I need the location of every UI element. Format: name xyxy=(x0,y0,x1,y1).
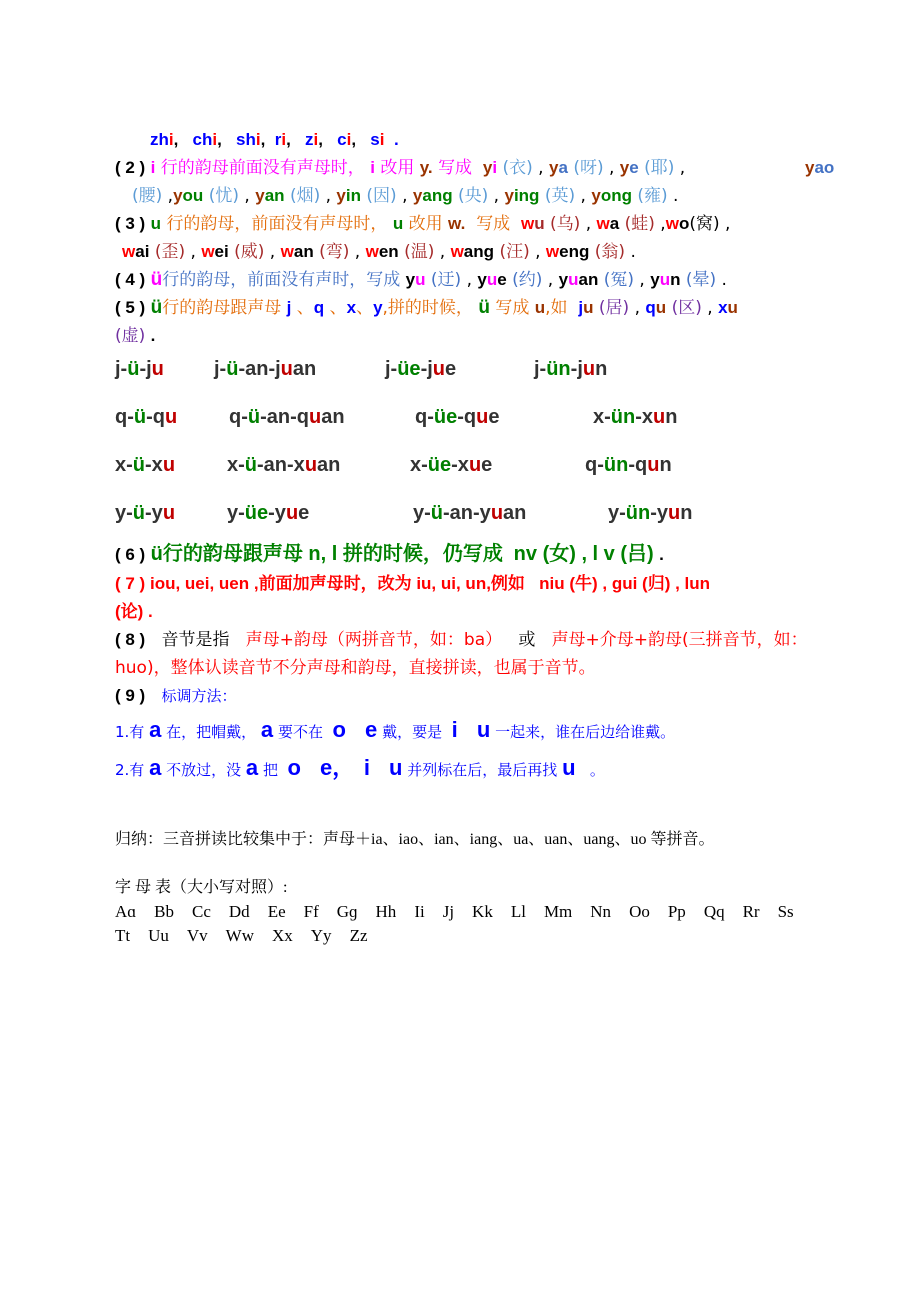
alphabet-title: 字 母 表（大小写对照）: xyxy=(115,879,288,896)
paragraph-7-line2: (论) . xyxy=(115,602,153,621)
alphabet-pair: Vv xyxy=(186,926,208,945)
alphabet-pair: Yy xyxy=(310,926,332,945)
alphabet-pair: Ff xyxy=(303,902,319,921)
alphabet-pair: Jj xyxy=(442,902,455,921)
alphabet-pair: Ee xyxy=(267,902,286,921)
paragraph-2-line2: (腰) ,you (忧) , yan (烟) , yin (因) , yang (央) , ying (英) , yong (雍) . xyxy=(132,186,679,206)
alphabet-pair: Uu xyxy=(148,926,169,945)
alphabet-pair: Ll xyxy=(510,902,526,921)
alphabet-pair: Mm xyxy=(543,902,573,921)
alphabet-pair: Aɑ xyxy=(115,902,137,921)
alphabet-pair: Xx xyxy=(272,926,293,945)
alphabet-pair: Gɡ xyxy=(336,902,358,921)
alphabet-pair: Ww xyxy=(225,926,254,945)
paragraph-6: ( 6 ) ü行的韵母跟声母 n, l 拼的时候，仍写成 nv (女) , l v (吕) . xyxy=(115,543,664,565)
paragraph-2-line1: ( 2 ) i 行的韵母前面没有声母时， i 改用 y. 写成 yi (衣) , ya (呀) , ye (耶) , xyxy=(115,158,686,178)
alphabet-pair: Zz xyxy=(349,926,368,945)
alphabet-pair: Hh xyxy=(375,902,397,921)
alphabet-pair: Qq xyxy=(703,902,725,921)
whole-syllables-line: zhi, chi, shi, ri, zi, ci, si . xyxy=(150,130,399,149)
paragraph-8-line2: huo)，整体认读音节不分声母和韵母，直接拼读，也属于音节。 xyxy=(115,658,596,678)
alphabet-pair: Tt xyxy=(115,926,131,945)
paragraph-3-line1: ( 3 ) u 行的韵母，前面没有声母时， u 改用 w. 写成 wu (乌) , wa (蛙) ,wo(窝) , xyxy=(115,214,731,234)
paragraph-8-line1: ( 8 ) 音节是指 声母+韵母（两拼音节，如：ba） 或 声母+介母+韵母(三拼音节，如： xyxy=(115,630,808,650)
paragraph-3-line2: wai (歪) , wei (威) , wan (弯) , wen (温) , wang (汪) , weng (翁) . xyxy=(122,242,636,262)
alphabet-row-1 xyxy=(115,900,812,924)
alphabet-pair: Nn xyxy=(590,902,612,921)
alphabet-pair: Bb xyxy=(154,902,175,921)
summary: 归纳：三音拼读比较集中于：声母＋ia、iao、ian、iang、ua、uan、uang、uo 等拼音。 xyxy=(115,831,715,848)
paragraph-5-line2: (虚) . xyxy=(115,326,156,346)
tone-rule-2: 2.有 a 不放过，没 a 把 o e， i u 并列标在后，最后再找 u 。 xyxy=(115,755,605,780)
paragraph-4: ( 4 ) ü行的韵母，前面没有声时，写成 yu (迂) , yue (约) , yuan (冤) , yun (晕) . xyxy=(115,269,727,290)
alphabet-row-2 xyxy=(115,924,386,948)
alphabet-pair: Rr xyxy=(742,902,760,921)
alphabet-pair: Dd xyxy=(228,902,250,921)
alphabet-pair: Ss xyxy=(777,902,794,921)
paragraph-9: ( 9 ) 标调方法： xyxy=(115,686,237,705)
alphabet-pair: Cc xyxy=(192,902,211,921)
tone-rule-1: 1.有 a 在，把帽戴， a 要不在 o e 戴，要是 i u 一起来，谁在后边给谁戴。 xyxy=(115,717,676,742)
alphabet-pair: Pp xyxy=(667,902,686,921)
paragraph-7-line1: ( 7 ) iou, uei, uen ,前面加声母时，改为 iu, ui, un,例如 niu (牛) , gui (归) , lun xyxy=(115,574,711,593)
alphabet-pair: Kk xyxy=(472,902,493,921)
paragraph-5-line1: ( 5 ) ü行的韵母跟声母 j 、q 、x、y,拼的时候， ü 写成 u,如 ju (居) , qu (区) , xu xyxy=(115,297,738,318)
alphabet-pair: Oo xyxy=(629,902,650,921)
yao-syllable: yao xyxy=(805,158,835,177)
alphabet-pair: Ii xyxy=(414,902,425,921)
